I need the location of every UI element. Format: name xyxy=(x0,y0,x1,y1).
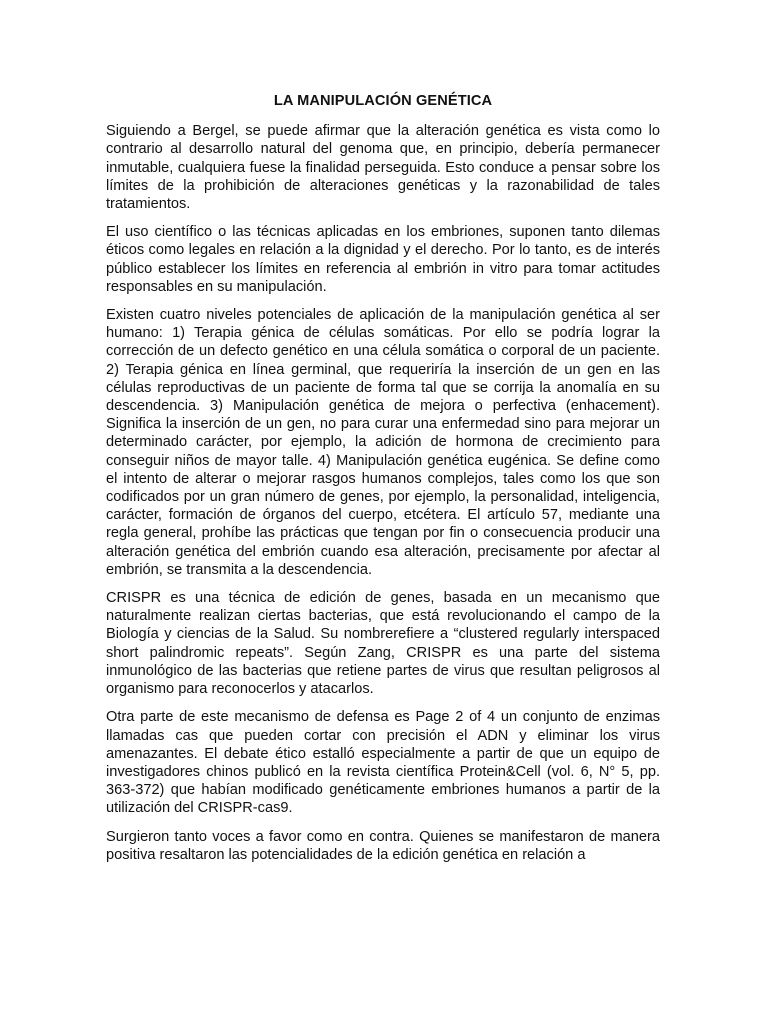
paragraph-crispr: CRISPR es una técnica de edición de genes, basada en un mecanismo que naturalmente realizan ciertas bacterias, que está revolucionando el campo de la Biología y ciencias de la Salud. Su nombrerefiere a “clustered regularly interspaced short palindromic repeats”. Según Zang, CRISPR es una parte del sistema inmunológico de las bacterias que retiene partes de virus que resultan peligrosos al organismo para reconocerlos y atacarlos. xyxy=(106,590,660,698)
paragraph-mecanismo-defensa: Otra parte de este mecanismo de defensa es Page 2 of 4 un conjunto de enzimas llamadas cas que pueden cortar con precisión el ADN y eliminar los virus amenazantes. El debate ético estalló especialmente a partir de que un equipo de investigadores chinos publicó en la revista científica Protein&Cell (vol. 6, N° 5, pp. 363-372) que habían modificado genéticamente embriones humanos a partir de la utilización del CRISPR-cas9. xyxy=(106,709,660,817)
paragraph-voces: Surgieron tanto voces a favor como en contra. Quienes se manifestaron de manera positiva resaltaron las potencialidades de la edición genética en relación a xyxy=(106,828,660,863)
document-body xyxy=(106,92,660,874)
paragraph-bergel: Siguiendo a Bergel, se puede afirmar que la alteración genética es vista como lo contrario al desarrollo natural del genoma que, en principio, debería permanecer inmutable, cualquiera fuese la finalidad perseguida. Esto conduce a pensar sobre los límites de la prohibición de alteraciones genéticas y la razonabilidad de tales tratamientos. xyxy=(106,123,660,213)
document-title: LA MANIPULACIÓN GENÉTICA xyxy=(273,93,493,109)
paragraph-uso-cientifico: El uso científico o las técnicas aplicadas en los embriones, suponen tanto dilemas éticos como legales en relación a la dignidad y el derecho. Por lo tanto, es de interés público establecer los límites en referencia al embrión in vitro para tomar actitudes responsables en su manipulación. xyxy=(106,224,660,295)
paragraph-niveles: Existen cuatro niveles potenciales de aplicación de la manipulación genética al ser humano: 1) Terapia génica de células somáticas. Por ello se podría lograr la corrección de un defecto genético en una célula somática o corporal de un paciente. 2) Terapia génica en línea germinal, que requeriría la inserción de un gen en las células reproductivas de un paciente de forma tal que se corrija la anomalía en su descendencia. 3) Manipulación genética de mejora o perfectiva (enhacement). Significa la inserción de un gen, no para curar una enfermedad sino para mejorar un determinado carácter, por ejemplo, la adición de hormona de crecimiento para conseguir niños de mayor talle. 4) Manipulación genética eugénica. Se define como el intento de alterar o mejorar rasgos humanos complejos, tales como los que son codificados por un gran número de genes, por ejemplo, la personalidad, inteligencia, carácter, formación de órganos del cuerpo, etcétera. El artículo 57, mediante una regla general, prohíbe las prácticas que tengan por fin o consecuencia producir una alteración genética del embrión cuando esa alteración, precisamente por afectar al embrión, se transmita a la descendencia. xyxy=(106,307,660,578)
